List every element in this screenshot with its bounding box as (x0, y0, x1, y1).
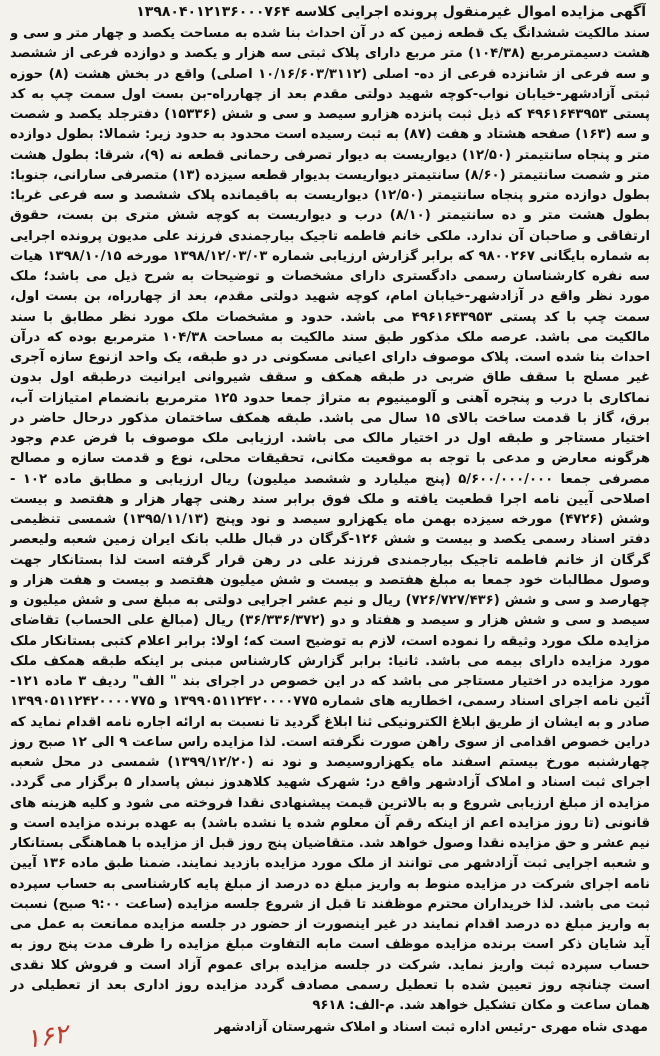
notice-signature: مهدی شاه مهری -رئیس اداره ثبت اسناد و املاک شهرستان آزادشهر (214, 1020, 648, 1036)
notice-title: آگهی مزایده اموال غیرمنقول پرونده اجرایی کلاسه ۱۳۹۸۰۴۰۱۲۱۳۶۰۰۰۷۶۴ (136, 4, 646, 20)
auction-notice (10, 2, 650, 1052)
handwritten-page-number: ۱۶۲ (24, 1019, 70, 1055)
notice-body: سند مالکیت ششدانگ یک قطعه زمین که در آن احداث بنا شده به مساحت یکصد و چهار متر و سی و هشت دسیمترمربع (۱۰۴/۳۸) متر مربع دارای پلاک ثبتی سه هزار و یکصد و دوازده فرعی از ششصد و سه فرعی از شانزده فرعی از ده- اصلی (۱۰/۱۶/۶۰۳/۳۱۱۲ اصلی) واقع در بخش هشت (۸) حوزه ثبتی آزادشهر-خیابان نواب-کوچه شهید دولتی مقدم بعد از چهارراه-بن بست اول سمت چپ به کد پستی ۴۹۶۱۶۴۳۹۵۳ که ذیل ثبت پانزده هزارو سیصد و سی و شش (۱۵۳۳۶) دفترجلد یکصد و شصت و سه (۱۶۳) صفحه هشتاد و هفت (۸۷) به ثبت رسیده است محدود به حدود زیر: شمالا: بطول دوازده متر و پنجاه سانتیمتر (۱۲/۵۰) دیواریست به دیوار تصرفی رحمانی قطعه نه (۹)، شرقا: بطول هشت متر و شصت سانتیمتر (۸/۶۰) سانتیمتر دیواریست بدیوار قطعه سیزده (۱۳) متصرفی سارانی، جنوبا: بطول دوازده مترو پنجاه سانتیمتر (۱۲/۵۰) دیواریست به باقیمانده پلاک ششصد و سه فرعی غربا: بطول هشت متر و ده سانتیمتر (۸/۱۰) درب و دیواریست به کوچه شش متری بن بست، حقوق ارتفاقی و صاحبان آن ندارد. ملکی خانم فاطمه تاجیک بیارجمندی فرزند علی مدیون پرونده اجرایی به شماره بایگانی ۹۸۰۰۲۶۷ که برابر گزارش ارزیابی شماره ۱۳۹۸/۱۲/۰۳/۰۳ مورخه ۱۳۹۸/۱۰/۱۵ هیات سه نفره کارشناسان رسمی دادگستری دارای مشخصات و توضیحات به شرح ذیل می باشد؛ ملک مورد نظر واقع در آزادشهر-خیابان امام، کوچه شهید دولتی مقدم، بعد از چهارراه، بن بست اول، سمت چپ با کد پستی ۴۹۶۱۶۴۳۹۵۳ می باشد. حدود و مشخصات ملک مورد نظر مطابق با سند مالکیت می باشد. عرصه ملک مذکور طبق سند مالکیت به مساحت ۱۰۴/۳۸ مترمربع بوده که درآن احداث بنا شده است. پلاک موصوف دارای اعیانی مسکونی در دو طبقه، یک واحد ازنوع سازه آجری غیر مسلح با سقف طاق ضربی در طبقه همکف و سقف شیروانی ایرانیت درطبقه اول بدون نماکاری با درب و پنجره آهنی و آلومینیوم به متراژ جمعا حدود ۱۲۵ مترمربع بانضمام امتیازات آب، برق، گاز با قدمت ساخت بالای ۱۵ سال می باشد. طبقه همکف ساختمان مذکور درحال حاضر در اختیار مستاجر و طبقه اول در اختیار مالک می باشد. ارزیابی ملک موصوف با فرض عدم وجود هرگونه معارض و مدعی با توجه به موقعیت مکانی، تحقیقات محلی، نوع و قدمت سازه و مصالح مصرفی جمعا ۵/۶۰۰/۰۰۰/۰۰۰ (پنج میلیارد و ششصد میلیون) ریال ارزیابی و مطابق ماده ۱۰۲ - اصلاحی آیین نامه اجرا قطعیت یافته و ملک فوق برابر سند رهنی چهار هزار و هفتصد و بیست وشش (۴۷۲۶) مورخه سیزده بهمن ماه یکهزارو سیصد و نود وپنج (۱۳۹۵/۱۱/۱۳) شمسی تنظیمی دفتر اسناد رسمی یکصد و بیست و شش ۱۲۶-گرگان در قبال طلب بانک ایران زمین شعبه ولیعصر گرگان از خانم فاطمه تاجیک بیارجمندی فرزند علی در رهن قرار گرفته است لذا بستانکار جهت وصول مطالبات خود جمعا به مبلغ هفتصد و بیست و شش میلیون هفتصد و بیست و هفت هزار و چهارصد و سی و شش (۷۲۶/۷۲۷/۴۳۶) ریال و نیم عشر اجرایی دولتی به مبلغ سی و شش میلیون و سیصد و سی و شش هزار و سیصد و هفتاد و دو (۳۶/۳۳۶/۳۷۲) ریال (مبالغ علی الحساب) تقاضای مزایده ملک مورد وثیقه را نموده است، لازم به توضیح است که؛ اولا: برابر اعلام کتبی بستانکار ملک مورد مزایده دارای بیمه می باشد. ثانیا: برابر گزارش کارشناس مبنی بر اینکه طبقه همکف ملک مورد مزایده در اختیار مستاجر می باشد که در این خصوص در اجرای بند " الف" ردیف ۳ ماده ۱۲۱- آئین نامه اجرای اسناد رسمی، اخطاریه های شماره ۱۳۹۹۰۵۱۱۲۴۲۰۰۰۰۷۷۵ و ۱۳۹۹۰۵۱۱۲۴۲۰۰۰۰۷۷۵ صادر و به ایشان از طریق ابلاغ الکترونیکی ثنا ابلاغ گردید تا نسبت به ارائه اجاره نامه اقدام نماید که دراین خصوص اقدامی از سوی راهن صورت نگرفته است. لذا مزایده راس ساعت ۹ الی ۱۲ صبح روز چهارشنبه مورخ بیستم اسفند ماه یکهزاروسیصد و نود نه (۱۳۹۹/۱۲/۲۰) شمسی در محل شعبه اجرای ثبت اسناد و املاک آزادشهر واقع در: شهرک شهید کلاهدوز نبش پاسدار ۵ برگزار می گردد. مزایده از مبلغ ارزیابی شروع و به بالاترین قیمت پیشنهادی نقدا فروخته می شود و کلیه هزینه های قانونی (تا روز مزایده اعم از اینکه رقم آن معلوم شده یا نشده باشد) به عهده برنده مزایده است و نیم عشر و حق مزایده نقدا وصول خواهد شد. متقاضیان پنج روز قبل از مزایده با هماهنگی بستانکار و شعبه اجرایی ثبت آزادشهر می توانند از ملک مورد مزایده بازدید نمایند. ضمنا طبق ماده ۱۳۶ آیین نامه اجرای شرکت در مزایده منوط به واریز مبلغ ده درصد از مبلغ پایه کارشناسی به حساب سپرده ثبت می باشد. لذا خریداران محترم موظفند تا قبل از شروع جلسه مزایده (ساعت ۹:۰۰ صبح) نسبت به واریز مبلغ ده درصد اقدام نمایند در غیر اینصورت از حضور در جلسه مزایده ممانعت به عمل می آید شایان ذکر است برنده مزایده موظف است مابه التفاوت مبلغ مزایده را ظرف مدت پنج روز به حساب سپرده ثبت واریز نماید. شرکت در جلسه مزایده برای عموم آزاد است و فروش کلا نقدی است چنانچه روز تعیین شده با تعطیل رسمی مصادف گردد مزایده روز اداری بعد از تعطیلی در همان ساعت و مکان تشکیل خواهد شد. م-الف: ۹۶۱۸ (10, 26, 650, 1013)
